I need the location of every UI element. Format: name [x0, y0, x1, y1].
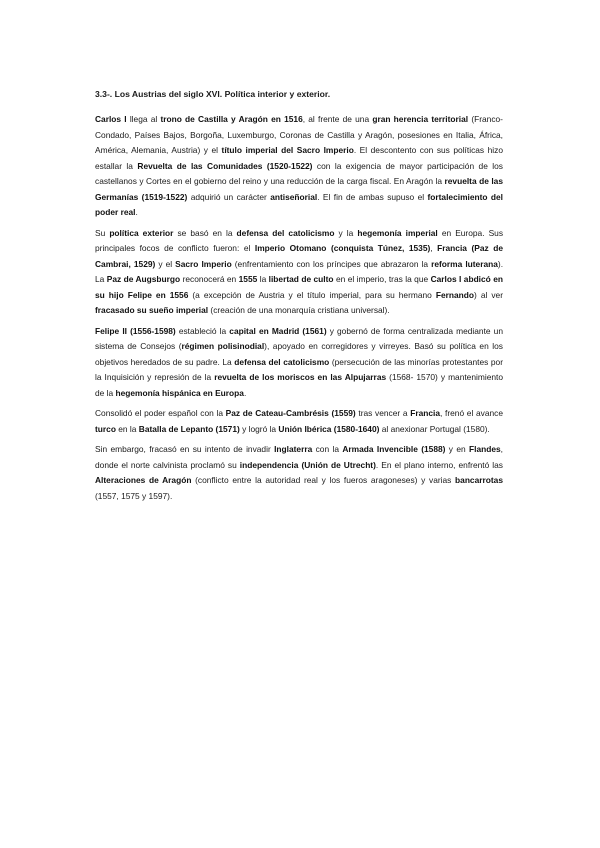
- text-run: . El descontento con sus políticas hizo estallar la: [95, 145, 503, 171]
- text-run: llega al: [126, 114, 161, 124]
- text-run: se basó en la: [173, 227, 237, 238]
- text-run: en Europa. Sus principales focos de conflicto fueron: el: [95, 227, 504, 253]
- paragraph-5: [95, 442, 503, 504]
- text-run: (creación de una monarquía cristiana universal).: [208, 305, 390, 315]
- bold-text: capital en Madrid (1561): [229, 325, 327, 336]
- text-run: adquirió un carácter: [187, 191, 271, 202]
- bold-text: defensa del catolicismo: [236, 227, 335, 238]
- text-run: al anexionar Portugal (1580).: [379, 423, 490, 434]
- bold-text: Sacro Imperio: [175, 258, 232, 269]
- bold-text: independencia (Unión de Utrecht): [239, 459, 376, 470]
- text-run: y el: [155, 258, 176, 269]
- text-run: Sin embargo, fracasó en su intento de invadir: [95, 444, 275, 454]
- bold-text: Imperio Otomano (conquista Túnez, 1535): [254, 243, 431, 253]
- bold-text: Flandes: [469, 444, 501, 454]
- text-run: (Franco-Condado, Países Bajos, Borgoña, Luxemburgo, Coronas de Castilla y Aragón, posesiones en Italia, África, América, Alemania, Austria) y el: [95, 114, 503, 155]
- text-run: estableció la: [175, 325, 230, 336]
- text-run: . El fin de ambas supuso el: [317, 191, 428, 202]
- text-run: reconocerá en: [180, 274, 239, 284]
- text-run: y gobernó de forma centralizada mediante un sistema de Consejos (: [95, 325, 503, 351]
- bold-text: Unión Ibérica (1580-1640): [278, 423, 380, 434]
- text-run: .: [243, 387, 247, 398]
- text-run: .: [135, 207, 138, 217]
- bold-text: fortalecimiento del poder real: [95, 191, 503, 217]
- bold-text: hegemonía hispánica en Europa: [115, 387, 244, 398]
- bold-text: hegemonía imperial: [357, 227, 438, 238]
- text-run: ) al ver: [474, 289, 503, 300]
- bold-text: Batalla de Lepanto (1571): [138, 423, 240, 434]
- bold-text: Francia: [410, 408, 440, 418]
- text-run: y la: [334, 227, 358, 238]
- bold-text: bancarrotas: [455, 475, 503, 485]
- bold-text: Francia (Paz de Cambrai, 1529): [95, 243, 503, 269]
- text-run: ), apoyado en corregidores y virreyes. Basó su política en los objetivos heredados de su padre. La: [95, 341, 503, 367]
- section-heading: 3.3-. Los Austrias del siglo XVI. Política interior y exterior.: [95, 89, 331, 99]
- paragraph-3: [95, 324, 503, 402]
- document-body: [95, 112, 503, 504]
- text-run: (1568- 1570) y mantenimiento de la: [95, 372, 503, 398]
- bold-text: Revuelta de las Comunidades (1520-1522): [137, 160, 313, 171]
- bold-text: título imperial del Sacro Imperio: [221, 145, 354, 155]
- text-run: ,: [430, 243, 438, 253]
- text-run: ). La: [95, 258, 504, 284]
- bold-text: gran herencia territorial: [372, 114, 469, 124]
- text-run: , frenó el avance: [440, 408, 503, 418]
- bold-text: 1555: [238, 274, 258, 284]
- bold-text: libertad de culto: [268, 274, 334, 284]
- bold-text: Inglaterra: [274, 444, 313, 454]
- bold-text: revuelta de las Germanías (1519-1522): [95, 176, 503, 202]
- paragraph-1: [95, 112, 503, 221]
- bold-text: turco: [95, 423, 116, 434]
- bold-text: Paz de Augsburgo: [106, 274, 181, 284]
- text-run: en la: [115, 423, 139, 434]
- text-run: (conflicto entre la autoridad real y los fueros aragoneses) y varias: [191, 475, 456, 485]
- text-run: tras vencer a: [355, 408, 411, 418]
- bold-text: Armada Invencible (1588): [342, 444, 446, 454]
- bold-text: reforma luterana: [431, 258, 498, 269]
- bold-text: fracasado su sueño imperial: [95, 305, 209, 315]
- bold-text: antiseñorial: [270, 191, 318, 202]
- bold-text: Paz de Cateau-Cambrésis (1559): [225, 408, 356, 418]
- bold-text: Fernando: [435, 289, 475, 300]
- bold-text: Carlos I: [95, 114, 127, 124]
- text-run: , al frente de una: [302, 114, 373, 124]
- text-run: y en: [445, 444, 470, 454]
- text-run: la: [257, 274, 269, 284]
- text-run: y logró la: [239, 423, 279, 434]
- text-run: Su: [95, 227, 110, 238]
- text-run: (enfrentamiento con los príncipes que abrazaron la: [231, 258, 432, 269]
- text-run: en el imperio, tras la que: [333, 274, 431, 284]
- bold-text: Felipe II (1556-1598): [95, 325, 176, 336]
- bold-text: Alteraciones de Aragón: [95, 475, 192, 485]
- bold-text: defensa del catolicismo: [234, 356, 330, 367]
- document-page: [95, 88, 503, 509]
- bold-text: Carlos I abdicó en su hijo Felipe en 1556: [95, 274, 503, 300]
- paragraph-2: [95, 226, 503, 319]
- bold-text: trono de Castilla y Aragón en 1516: [160, 114, 303, 124]
- text-run: . En el plano interno, enfrentó las: [375, 459, 503, 470]
- bold-text: revuelta de los moriscos en las Alpujarras: [214, 372, 387, 382]
- text-run: (1557, 1575 y 1597).: [95, 490, 173, 501]
- text-run: (persecución de las minorías protestantes por la Inquisición y represión de la: [95, 356, 503, 382]
- bold-text: política exterior: [109, 227, 174, 238]
- text-run: Consolidó el poder español con la: [95, 408, 226, 418]
- bold-text: régimen polisinodial: [181, 341, 265, 351]
- paragraph-4: [95, 406, 503, 437]
- text-run: con la exigencia de mayor participación de los castellanos y Cortes en el gobierno del reino y una reducción de la carga fiscal. En Aragón la: [95, 160, 503, 186]
- text-run: (a excepción de Austria y el título imperial, para su hermano: [188, 289, 436, 300]
- text-run: con la: [312, 444, 343, 454]
- text-run: , donde el norte calvinista proclamó su: [95, 444, 503, 470]
